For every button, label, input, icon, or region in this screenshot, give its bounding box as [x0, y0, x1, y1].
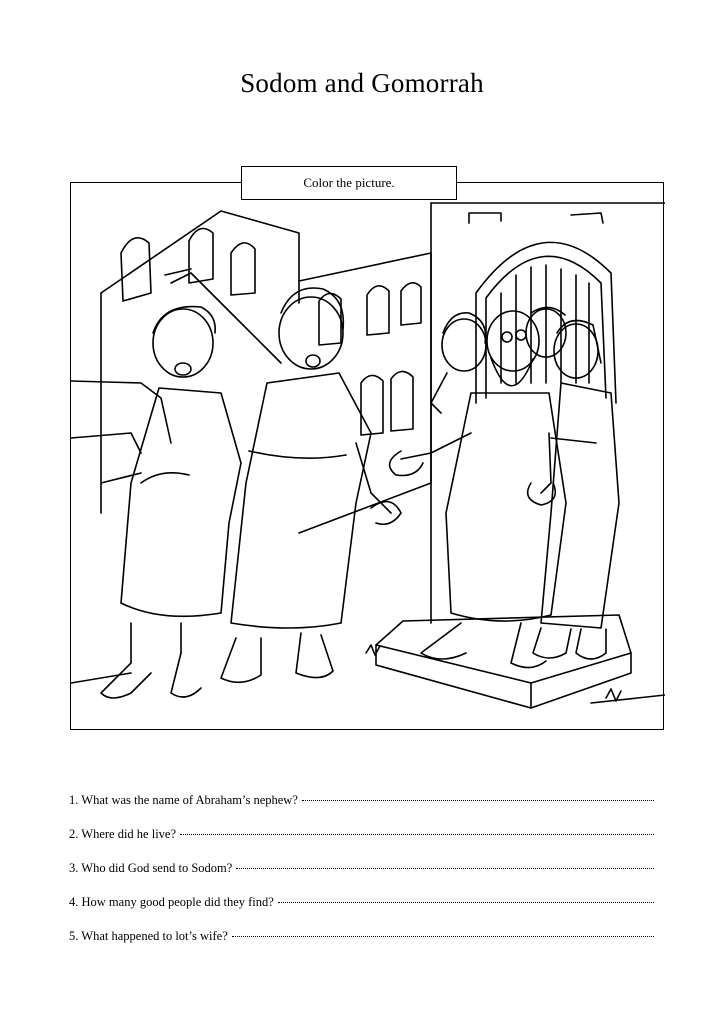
question-item [69, 929, 654, 963]
page-title: Sodom and Gomorrah [240, 68, 484, 98]
answer-line[interactable] [180, 834, 654, 835]
center-building [299, 253, 431, 533]
answer-line[interactable] [302, 800, 654, 801]
figure-left-man [71, 307, 241, 698]
question-item [69, 827, 654, 861]
question-item [69, 861, 654, 895]
instruction-text: Color the picture. [303, 175, 395, 190]
figure-pointing-man [165, 269, 401, 682]
answer-line[interactable] [232, 936, 654, 937]
question-item [69, 895, 654, 929]
question-text: 5. What happened to lot’s wife? [69, 929, 228, 943]
instruction-label [241, 166, 457, 200]
question-text: 4. How many good people did they find? [69, 895, 274, 909]
question-list [69, 793, 654, 963]
coloring-picture [70, 182, 664, 730]
question-text: 1. What was the name of Abraham’s nephew? [69, 793, 298, 807]
figure-angels [431, 307, 619, 659]
question-item [69, 793, 654, 827]
answer-line[interactable] [278, 902, 654, 903]
question-text: 2. Where did he live? [69, 827, 177, 841]
left-building [101, 211, 299, 513]
question-text: 3. Who did God send to Sodom? [69, 861, 233, 875]
door-step [376, 615, 631, 708]
answer-line[interactable] [236, 868, 654, 869]
ground-line [71, 673, 131, 683]
